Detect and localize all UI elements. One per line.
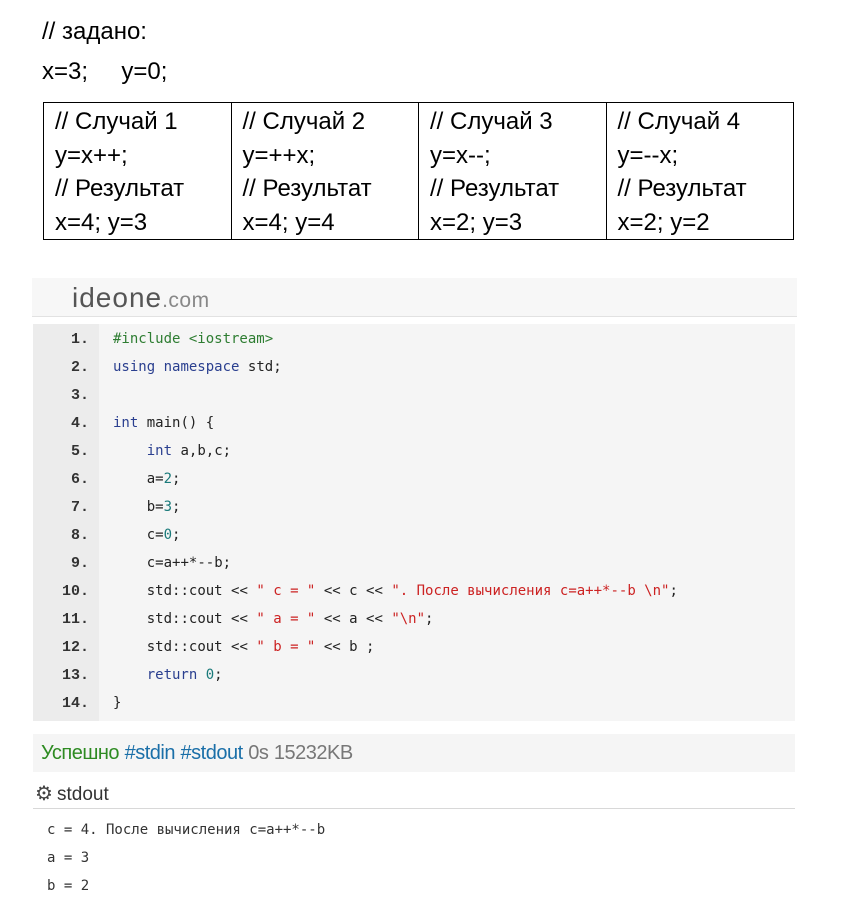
case-cell [231,103,419,240]
stdout-link[interactable]: #stdout [180,742,243,764]
case-result-label: // Результат [617,175,747,202]
case-title: // Случай 4 [617,108,741,135]
cases-table [43,102,794,240]
code-text: std::cout << " b = " << b ; [146,639,375,655]
case-result-label: // Результат [55,175,185,202]
case-result: x=2; y=3 [430,208,523,236]
line-number: 4. [70,415,89,432]
line-number: 5. [70,443,89,460]
logo-domain: .com [162,289,210,312]
memory-usage: 15232KB [273,742,353,764]
case-cell [44,103,232,240]
given-comment: // задано: [42,18,147,45]
line-number: 14. [61,695,89,712]
line-number: 2. [70,359,89,376]
code-text: std::cout << " a = " << a << "\n"; [146,611,434,627]
code-text: a=2; [146,471,181,487]
case-result: x=4; y=3 [55,208,148,236]
code-listing [33,324,795,721]
code-line [33,325,274,353]
code-text: c=0; [146,527,181,543]
code-line [33,633,375,661]
line-number: 10. [61,583,89,600]
logo-brand: ideone [72,282,163,313]
line-number: 9. [70,555,89,572]
given-values: x=3; y=0; [42,58,168,85]
stdout-label: stdout [57,784,109,805]
case-cell [606,103,794,240]
gear-icon: ⚙ [35,783,53,805]
line-number: 13. [61,667,89,684]
code-line [33,605,434,633]
code-text: #include <iostream> [113,331,274,347]
code-line [33,549,232,577]
case-title: // Случай 3 [430,108,553,135]
code-line [33,577,678,605]
ideone-logo[interactable] [72,282,210,314]
ideone-header [32,278,797,317]
case-result-label: // Результат [430,175,560,202]
code-text: } [113,695,122,711]
code-line [33,465,181,493]
case-code: y=++x; [242,141,316,169]
line-number: 12. [61,639,89,656]
case-result-label: // Результат [242,175,372,202]
case-result: x=2; y=2 [617,208,710,236]
code-line [33,493,181,521]
code-line [33,661,223,689]
line-number: 6. [70,471,89,488]
code-line [33,409,215,437]
line-number: 1. [70,331,89,348]
code-line [33,521,181,549]
line-number: 7. [70,499,89,516]
code-text: int main() { [113,415,215,431]
case-code: y=x--; [430,141,491,169]
run-status-bar [33,734,795,772]
code-line [33,353,282,381]
line-number: 11. [61,611,89,628]
line-number: 8. [70,527,89,544]
case-code: y=x++; [55,141,128,169]
stdout-line: c = 4. После вычисления c=a++*--b [47,822,326,838]
code-text: b=3; [146,499,181,515]
code-text: c=a++*--b; [146,555,232,571]
code-text: int a,b,c; [146,443,232,459]
code-line [33,437,232,465]
case-title: // Случай 1 [55,108,178,135]
stdout-line: a = 3 [47,850,90,866]
code-line [33,689,122,717]
run-time: 0s [248,742,269,764]
stdin-link[interactable]: #stdin [124,742,175,764]
code-text: std::cout << " c = " << c << ". После вычисления c=a++*--b \n"; [146,583,678,599]
code-line [33,381,89,409]
code-text: using namespace std; [113,359,282,375]
case-result: x=4; y=4 [242,208,335,236]
case-title: // Случай 2 [242,108,366,135]
case-cell [419,103,607,240]
stdout-line: b = 2 [47,878,90,894]
case-code: y=--x; [617,141,679,169]
stdout-header [33,782,795,809]
status-result: Успешно [41,742,120,764]
given-block [42,12,167,92]
line-number: 3. [70,387,89,404]
code-text: return 0; [146,667,223,683]
